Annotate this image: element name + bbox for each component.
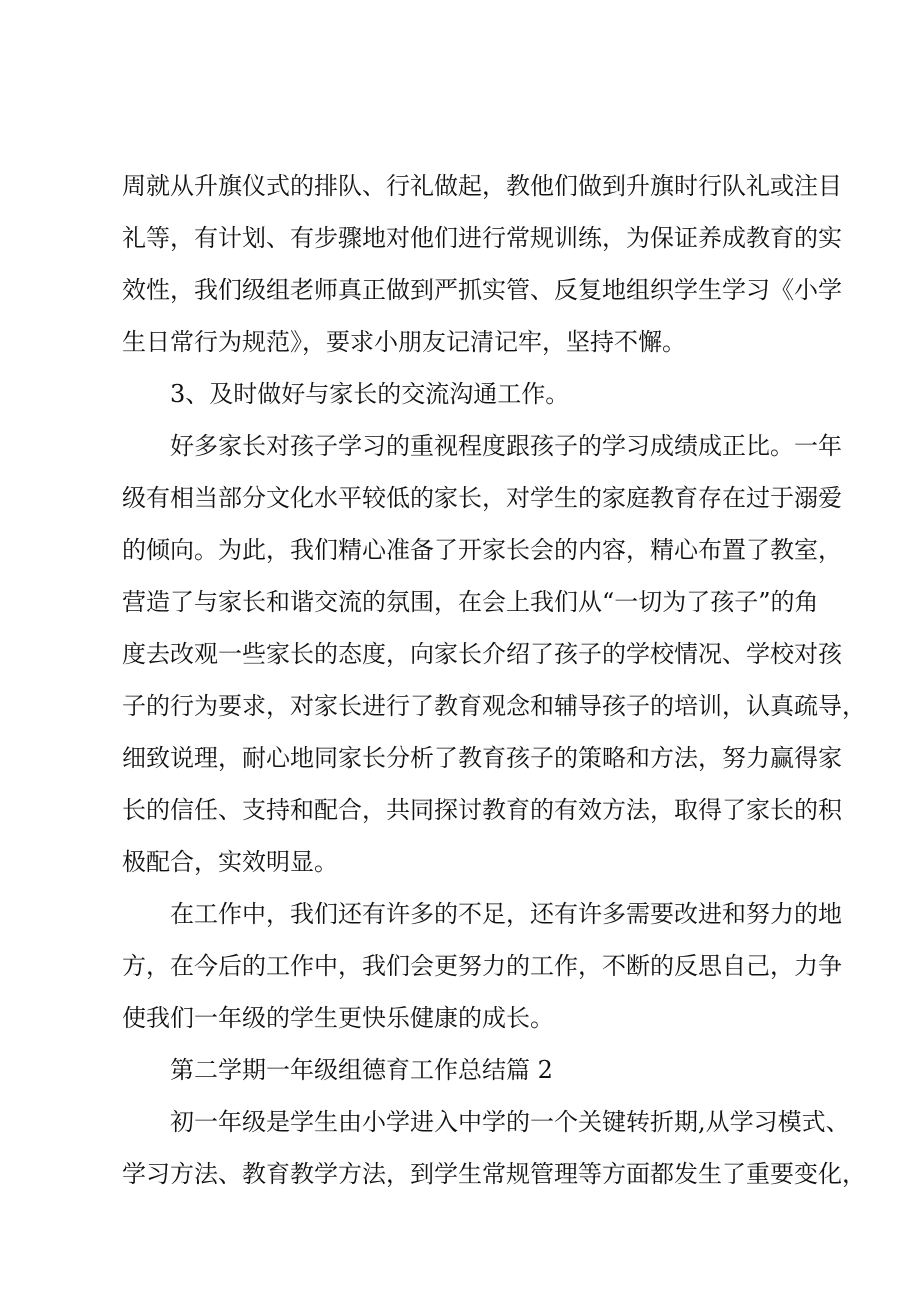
text-line: 使我们一年级的学生更快乐健康的成长。 bbox=[122, 1004, 554, 1032]
text-line: 营造了与家长和谐交流的氛围，在会上我们从“一切为了孩子”的角 bbox=[122, 588, 819, 616]
text-line: 的倾向。为此，我们精心准备了开家长会的内容，精心布置了教室， bbox=[122, 536, 842, 564]
text-line: 周就从升旗仪式的排队、行礼做起，教他们做到升旗时行队礼或注目 bbox=[122, 172, 842, 200]
text-line: 礼等，有计划、有步骤地对他们进行常规训练，为保证养成教育的实 bbox=[122, 224, 842, 252]
text-line: 生日常行为规范》，要求小朋友记清记牢，坚持不懈。 bbox=[122, 328, 686, 356]
text-line: 长的信任、支持和配合，共同探讨教育的有效方法，取得了家长的积 bbox=[122, 796, 842, 824]
text-line: 在工作中，我们还有许多的不足，还有许多需要改进和努力的地 bbox=[170, 900, 842, 928]
text-line: 学习方法、教育教学方法，到学生常规管理等方面都发生了重要变化， bbox=[122, 1160, 866, 1188]
text-line: 效性，我们级组老师真正做到严抓实管、反复地组织学生学习《小学 bbox=[122, 276, 842, 304]
section-heading: 3、及时做好与家长的交流沟通工作。 bbox=[170, 380, 570, 408]
text-line: 极配合，实效明显。 bbox=[122, 848, 338, 876]
text-line: 度去改观一些家长的态度，向家长介绍了孩子的学校情况、学校对孩 bbox=[122, 640, 842, 668]
text-line: 子的行为要求，对家长进行了教育观念和辅导孩子的培训，认真疏导， bbox=[122, 692, 866, 720]
text-line: 细致说理，耐心地同家长分析了教育孩子的策略和方法，努力赢得家 bbox=[122, 744, 842, 772]
text-line: 级有相当部分文化水平较低的家长，对学生的家庭教育存在过于溺爱 bbox=[122, 484, 842, 512]
text-line: 方，在今后的工作中，我们会更努力的工作，不断的反思自己，力争 bbox=[122, 952, 842, 980]
text-line: 初一年级是学生由小学进入中学的一个关键转折期,从学习模式、 bbox=[170, 1108, 850, 1136]
text-line: 好多家长对孩子学习的重视程度跟孩子的学习成绩成正比。一年 bbox=[170, 432, 842, 460]
article-title: 第二学期一年级组德育工作总结篇 2 bbox=[170, 1056, 553, 1084]
